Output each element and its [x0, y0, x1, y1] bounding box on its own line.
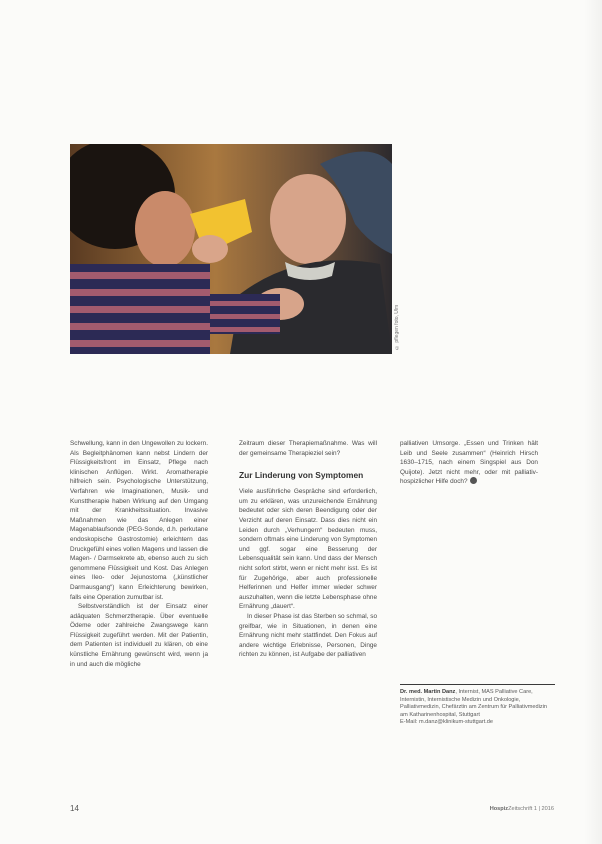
- article-photo: [70, 144, 392, 354]
- author-description: Internist, MAS Palliative Care, Internistin, Internistische Medizin und Onkologie, Palliativmedizin, Chefärztin am Zentrum für Palliativmedizin am Katharinenhospital, Stuttgart: [400, 689, 548, 718]
- author-divider: [400, 684, 555, 685]
- paragraph: Selbstverständlich ist der Einsatz einer adäquaten Schmerztherapie. Über eventuelle Ödeme oder zahlreiche Zwangswege kann Flüssigkeit zugeführt werden. Mit der Patientin, dem Patienten ist individuell zu klären, ob eine künstliche Ernährung gewünscht wird, wenn ja in und auch die mögliche: [70, 603, 208, 668]
- text-column-2: [239, 439, 377, 660]
- author-name: Dr. med. Martin Danz: [400, 689, 456, 695]
- section-heading: Zur Linderung von Symptomen: [239, 470, 364, 481]
- scan-edge-shadow: [584, 0, 602, 844]
- photo-credit: © pflegen foto, Ulm: [394, 304, 400, 350]
- issue-number: 1 | 2016: [533, 806, 554, 812]
- paragraph: [400, 439, 538, 487]
- paragraph: Viele ausführliche Gespräche sind erforderlich, um zu erklären, was unzureichende Ernährung bedeutet oder sich deren Beendigung oder der Verzicht auf deren Einsatz. Dass dies nicht ein Leiden durch „Verhungern“ bedeuten muss, sondern oftmals eine Linderung von Symptomen und ggf. sogar eine Besserung der Lebensqualität sein kann. Und dass der Mensch nicht sofort stirbt, wenn er nicht mehr isst. Es ist für Zugehörige, aber auch professionelle Helferinnen und Helfer immer wieder schwer auszuhalten, wenn die letzte Lebensphase ohne Ernährung „dauert“.: [239, 488, 377, 611]
- text-column-1: [70, 439, 208, 669]
- closing-paragraph-text: palliativen Umsorge. „Essen und Trinken hält Leib und Seele zusammen“ (Heinrich Hirsch 1630–1715, nach einem Singspiel aus Don Quijote). Jetzt nicht mehr, oder mit palliativ-hospizlicher Hilfe doch?: [400, 440, 538, 486]
- paragraph: In dieser Phase ist das Sterben so schmal, so greifbar, wie in Situationen, in denen eine Ernährung nicht mehr stattfindet. Den Fokus auf andere wichtige Erlebnisse, Personen, Dinge richten zu können, ist Aufgabe der palliativen: [239, 612, 377, 659]
- paragraph: Zeitraum dieser Therapiemaßnahme. Was will der gemeinsame Therapieziel sein?: [239, 440, 377, 457]
- author-box: Dr. med. Martin Danz, Internist, MAS Palliative Care, Internistin, Internistische Medizin und Onkologie, Palliativmedizin, Chefärztin am Zentrum für Palliativmedizin am Katharinenhospital, Stuttgart E-Mail: m.danz@klinikum-stuttgart.de: [400, 689, 548, 726]
- publication-brand-rest: Zeitschrift: [508, 806, 533, 812]
- text-column-3: [400, 439, 538, 487]
- footer-publication: [490, 806, 554, 812]
- author-email[interactable]: E-Mail: m.danz@klinikum-stuttgart.de: [400, 719, 494, 726]
- photo-illustration: [70, 144, 392, 354]
- page-number: 14: [70, 804, 79, 813]
- end-mark-icon: [470, 477, 477, 484]
- paragraph: Schwellung, kann in den Ungewollen zu lockern. Als Begleitphänomen kann nebst Lindern der Flüssigkeitsfront im Einsatz, Pflege nach klinischen Anflügen. Wirkt. Aromatherapie hilfreich sein. Psychologische Unterstützung, Verfahren wie Imaginationen, Musik- und Kunsttherapie haben Wirkung auf den Umgang mit der Krankheitssituation. Invasive Maßnahmen wie das Anlegen einer Magenablaufsonde (PEG-Sonde, d.h. perkutane endoskopische Gastrostomie) erleichtern das Druckgefühl eines vollen Magens und lassen die Magen- / Darmsekrete ab, ebenso auch zu sich genommene Flüssigkeit und Kost. Das Anlegen eines Ileo- oder Jejunostoma („künstlicher Darmausgang“) kann Erleichterung bewirken, falls eine Operation zumutbar ist.: [70, 440, 208, 601]
- publication-brand: Hospiz: [489, 806, 509, 812]
